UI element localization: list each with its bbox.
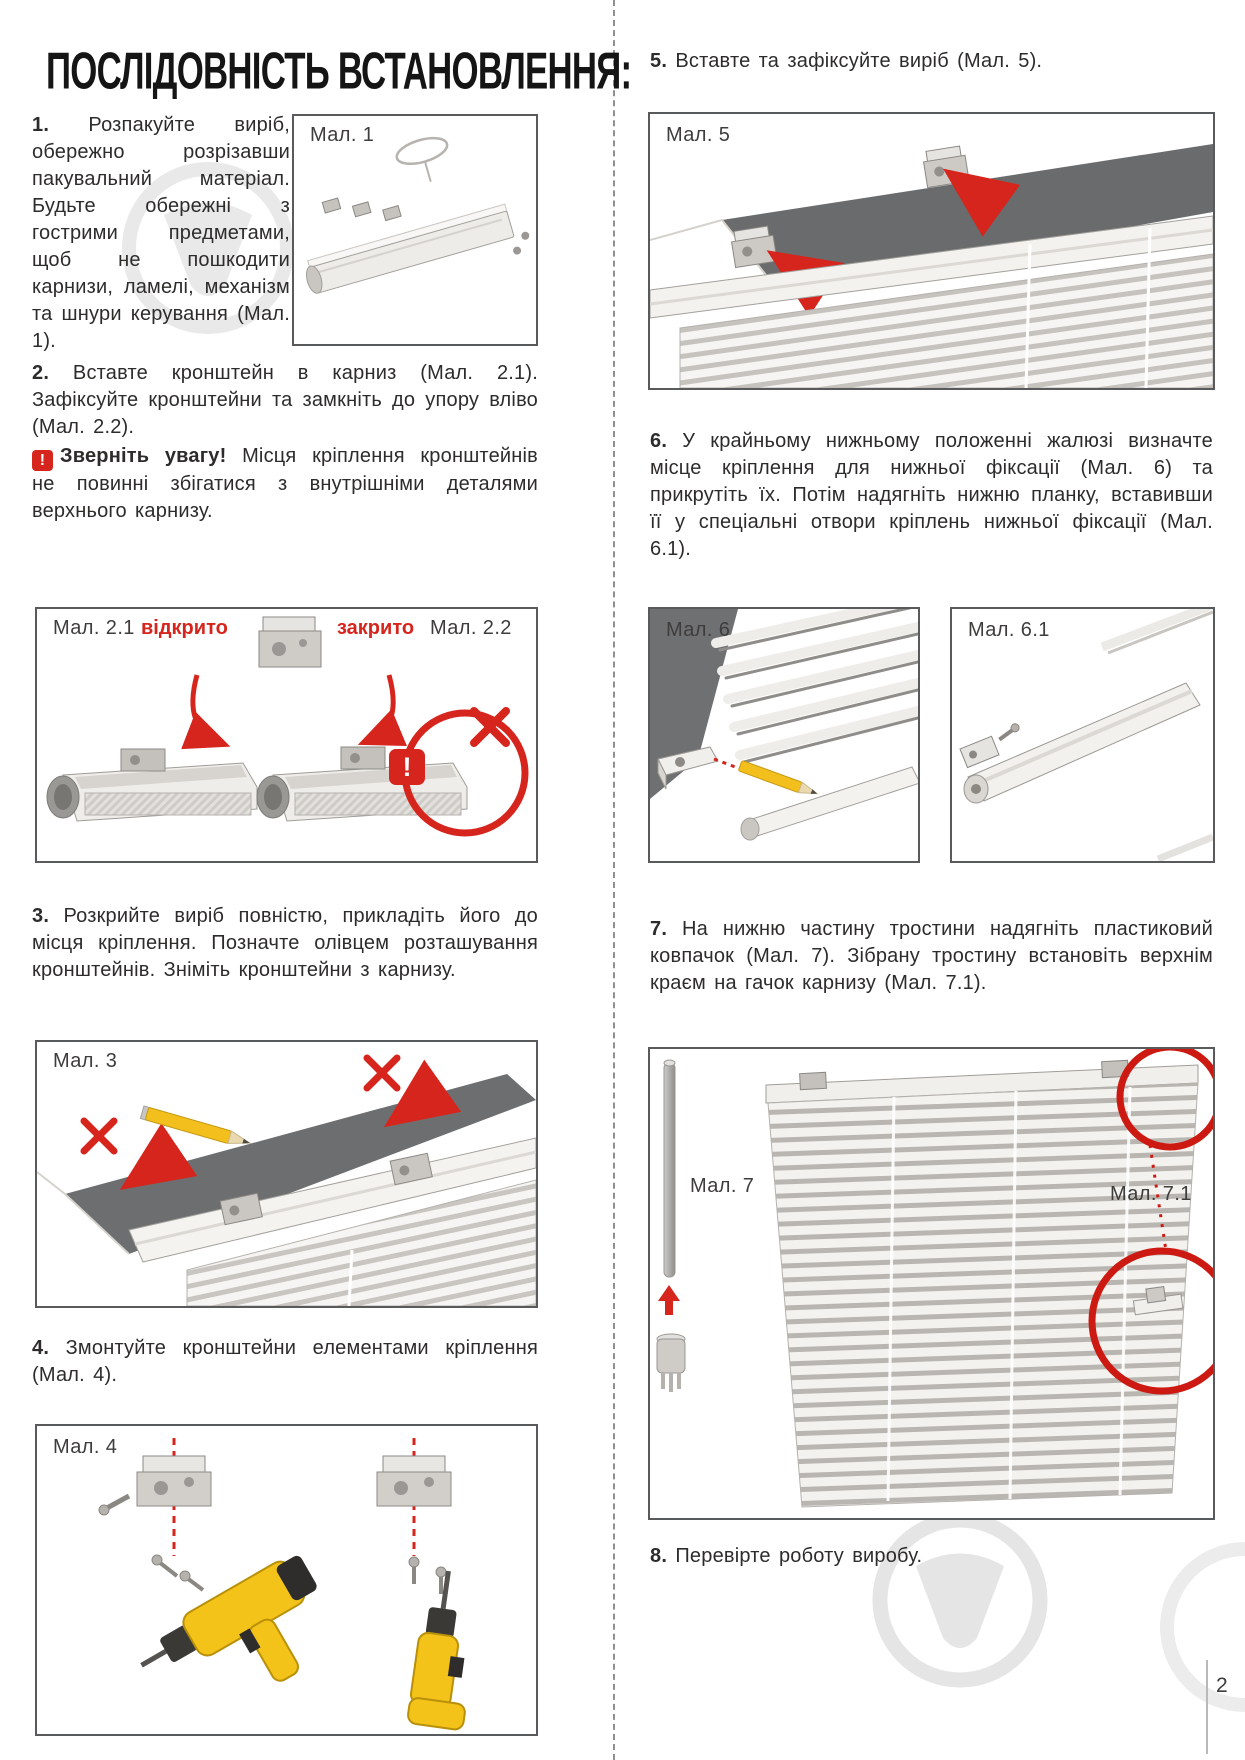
figure-3-illustration (37, 1042, 536, 1306)
page-title: ПОСЛІДОВНІСТЬ ВСТАНОВЛЕННЯ: (46, 41, 632, 100)
brand-watermark-icon (862, 1502, 1058, 1698)
step-2-text (32, 360, 538, 441)
step-4-text (32, 1335, 538, 1389)
figure-1-label: Мал. 1 (310, 124, 375, 146)
figure-5-label: Мал. 5 (666, 124, 731, 146)
figure-3-label: Мал. 3 (53, 1050, 118, 1072)
step-5-number: 5. (650, 50, 668, 72)
step-2-number: 2. (32, 362, 50, 384)
step-4-number: 4. (32, 1337, 50, 1359)
figure-5 (648, 112, 1215, 390)
step-6-text (650, 428, 1213, 563)
figure-7-illustration (650, 1049, 1213, 1518)
step-4-body: Змонтуйте кронштейни елементами кріплення (Мал. 4). (32, 1337, 538, 1386)
step-5-text (650, 48, 1210, 75)
step-2-warning (32, 443, 538, 525)
step-3-number: 3. (32, 905, 50, 927)
figure-2 (35, 607, 538, 863)
figure-2-label-left: Мал. 2.1 (53, 617, 135, 639)
figure-4-label: Мал. 4 (53, 1436, 118, 1458)
step-6-number: 6. (650, 430, 668, 452)
figure-6-1-illustration (952, 609, 1213, 861)
figure-5-illustration (650, 114, 1213, 388)
figure-7-1-label: Мал. 7.1 (1110, 1183, 1192, 1205)
figure-6-illustration (650, 609, 918, 861)
step-7-text (650, 916, 1213, 997)
figure-3 (35, 1040, 538, 1308)
figure-2-open-label: відкрито (141, 617, 228, 639)
figure-6-1 (950, 607, 1215, 863)
figure-7 (648, 1047, 1215, 1520)
figure-1-illustration (294, 116, 536, 344)
figure-6-label: Мал. 6 (666, 619, 731, 641)
step-8-number: 8. (650, 1545, 668, 1567)
figure-6-1-label: Мал. 6.1 (968, 619, 1050, 641)
step-6-body: У крайньому нижньому положенні жалюзі визначте місце кріплення для нижньої фіксації (Мал. 6) та прикрутіть їх. Потім надягніть нижню планку, вставивши її у спеціальні отвори кріплень нижньої фіксації (Мал. 6.1). (650, 430, 1213, 560)
step-8-text (650, 1543, 1210, 1570)
warning-exclamation-icon: ! (32, 450, 53, 471)
step-3-text (32, 903, 538, 984)
column-divider (613, 0, 615, 1760)
figure-4 (35, 1424, 538, 1736)
figure-7-label: Мал. 7 (690, 1175, 755, 1197)
page-number: 2 (1216, 1674, 1228, 1697)
figure-1 (292, 114, 538, 346)
figure-2-illustration (37, 609, 536, 861)
figure-2-exclamation-icon: ! (402, 752, 412, 782)
figure-4-illustration (37, 1426, 536, 1734)
figure-2-label-right: Мал. 2.2 (430, 617, 512, 639)
warning-body: Місця кріплення кронштейнів не повинні збігатися з внутрішніми деталями верхнього карнизу. (32, 445, 538, 522)
step-1-text (32, 112, 290, 355)
step-3-body: Розкрийте виріб повністю, прикладіть його до місця кріплення. Позначте олівцем розташування кронштейнів. Зніміть кронштейни з карнизу. (32, 905, 538, 981)
figure-2-closed-label: закрито (337, 617, 415, 639)
warning-label: Зверніть увагу! (60, 445, 227, 467)
step-7-number: 7. (650, 918, 668, 940)
page-number-divider (1206, 1660, 1208, 1754)
figure-6 (648, 607, 920, 863)
step-7-body: На нижню частину тростини надягніть пластиковий ковпачок (Мал. 7). Зібрану тростину встановіть верхнім краєм на гачок карнизу (Мал. 7.1). (650, 918, 1213, 994)
step-2-body: Вставте кронштейн в карниз (Мал. 2.1). Зафіксуйте кронштейни та замкніть до упору вліво (Мал. 2.2). (32, 362, 538, 438)
step-1-number: 1. (32, 114, 50, 136)
step-8-body: Перевірте роботу виробу. (675, 1545, 923, 1567)
step-5-body: Вставте та зафіксуйте виріб (Мал. 5). (675, 50, 1043, 72)
step-1-body: Розпакуйте виріб, обережно розрізавши пакувальний матеріал. Будьте обережні з гострими предметами, щоб не пошкодити карнизи, ламелі, механізм та шнури керування (Мал. 1). (32, 114, 290, 352)
